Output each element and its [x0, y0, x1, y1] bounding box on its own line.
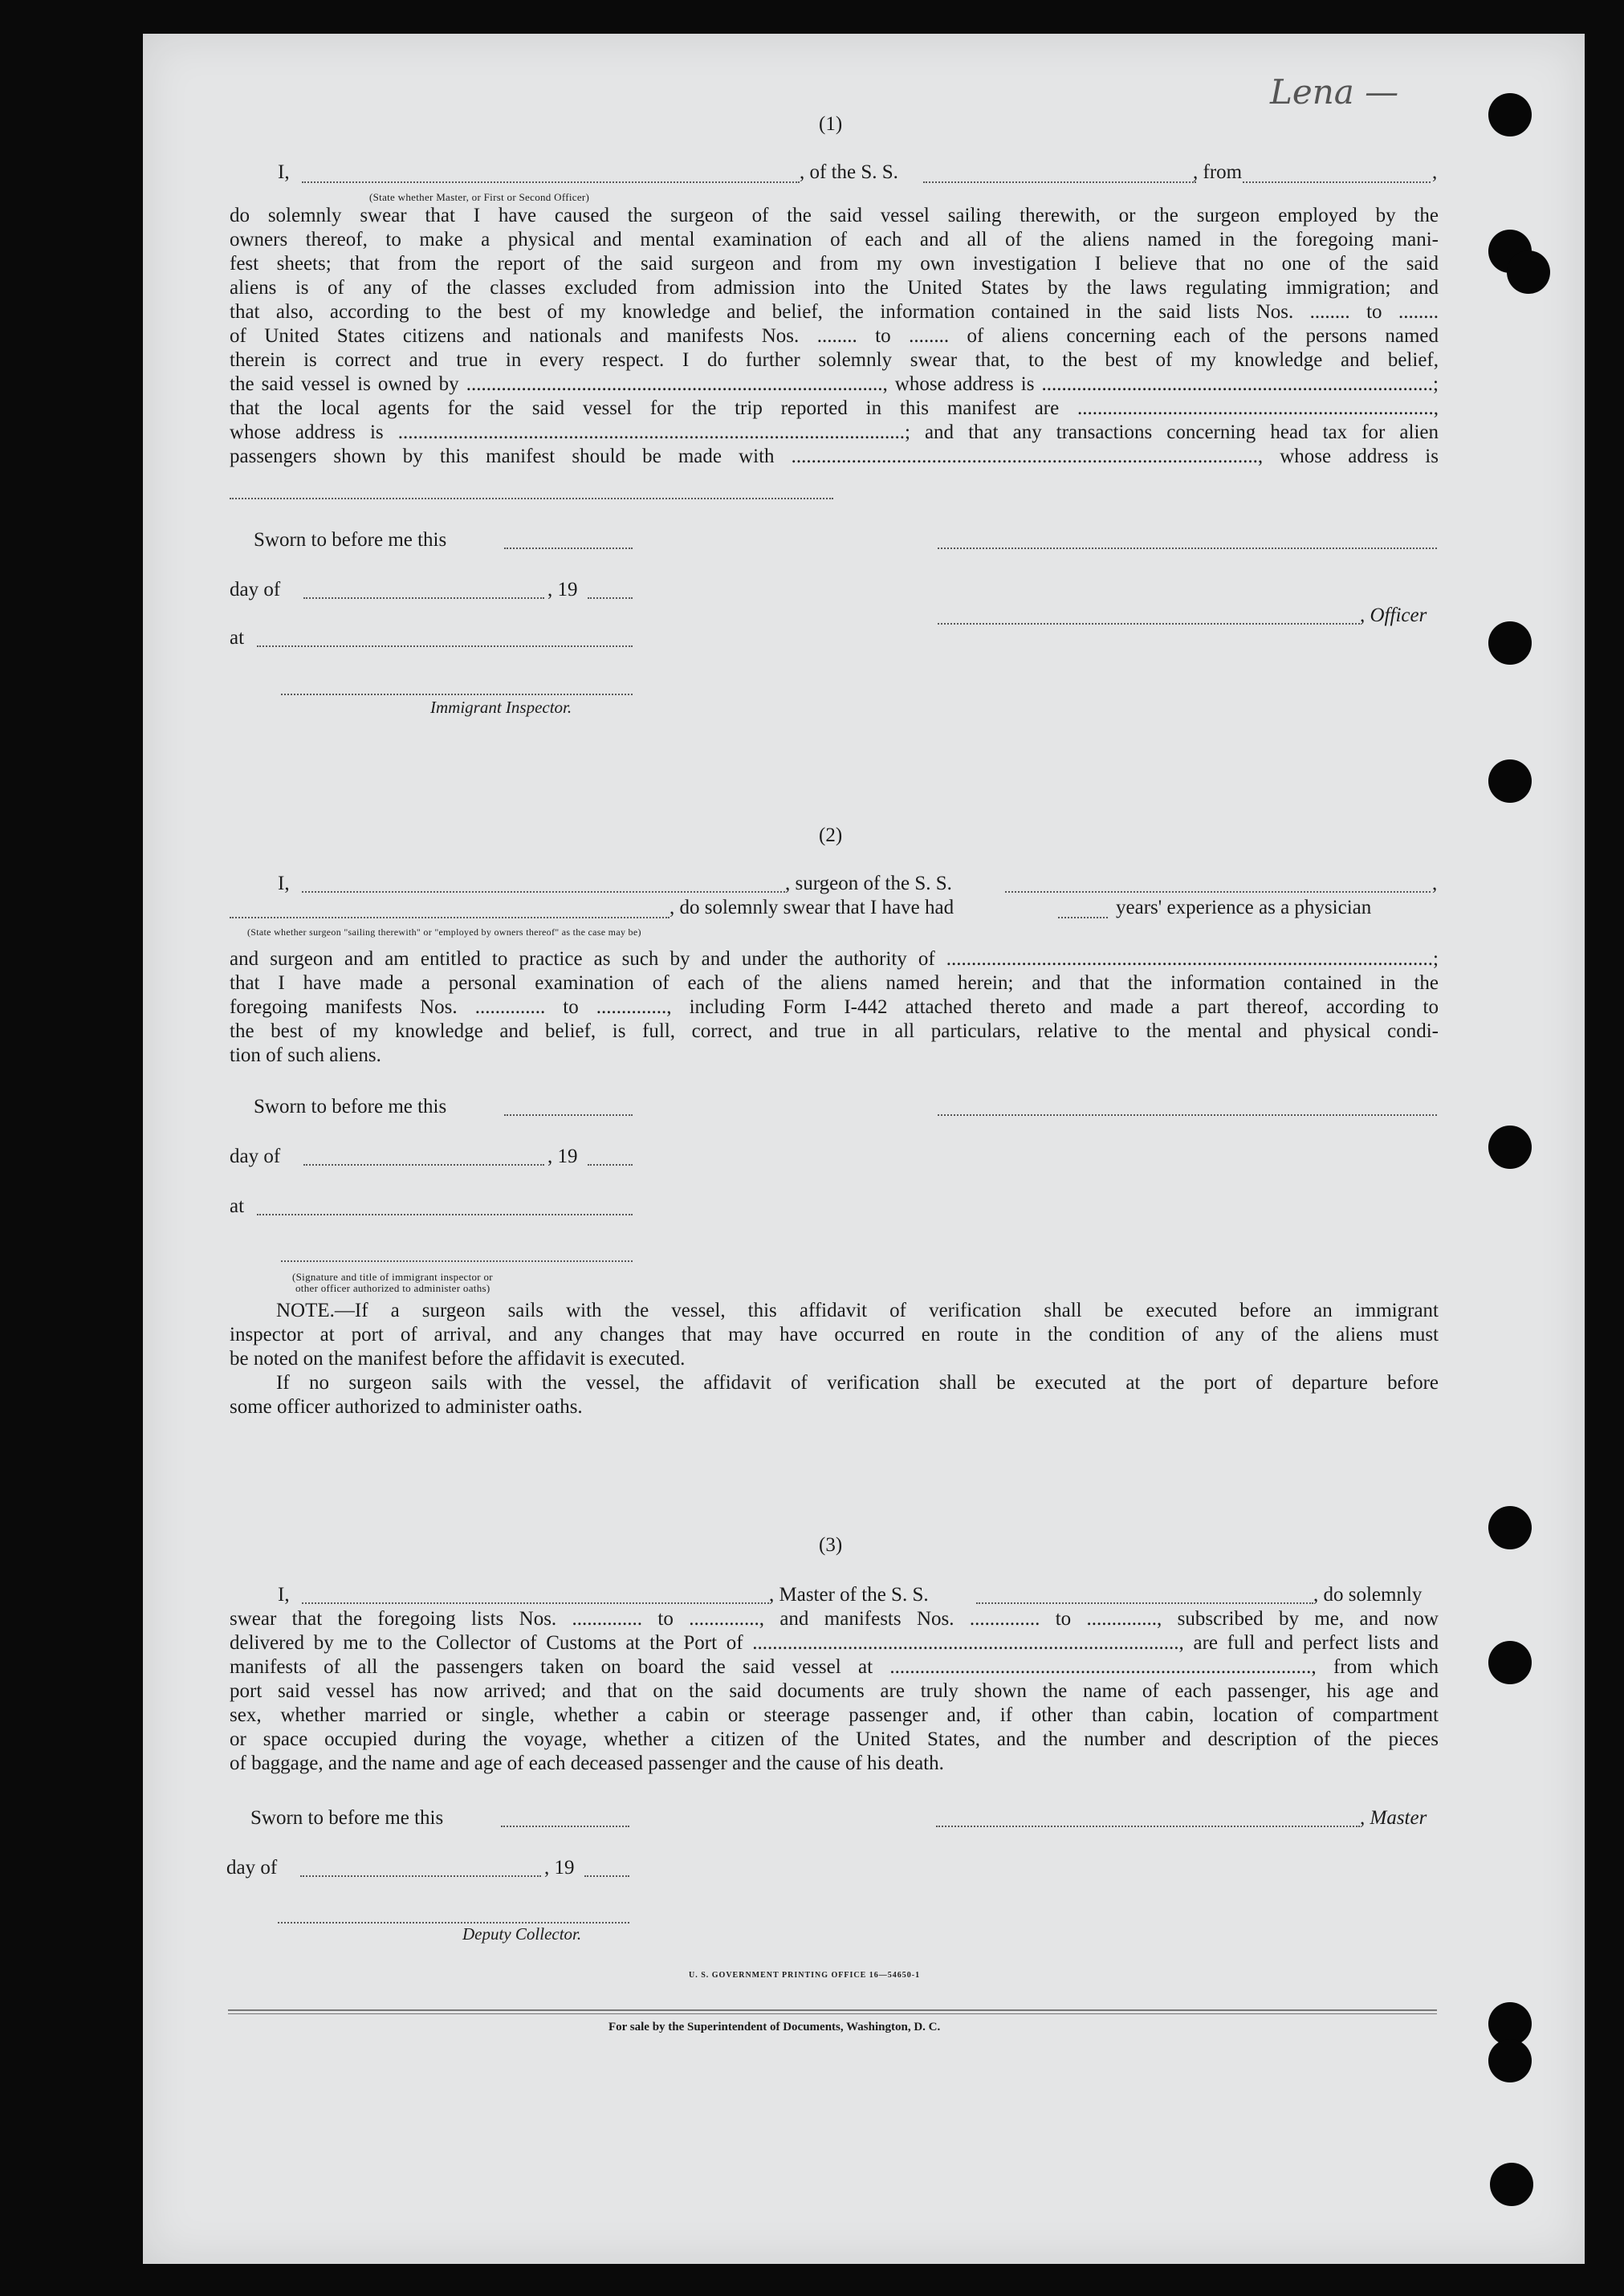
years-field[interactable] [1058, 917, 1108, 918]
vessel-name-field[interactable] [1005, 891, 1431, 893]
signature-caption: (Signature and title of immigrant inspector or [292, 1271, 493, 1283]
label-i: I, [278, 873, 290, 894]
oath-paragraph-3: swear that the foregoing lists Nos. .............. to .............., and manifests Nos. .............. to .............., subscribed by me, and now delivered by me to the Collector of Customs at the Port of ....................................................................................., are full and perfect lists and manifests of all the passengers taken on board the said vessel at ...................................................................................., from which port said vessel has now arrived; and that on the said documents are truly shown the name of each passenger, his age and sex, whether married or single, whether a cabin or steerage passenger and, if other than cabin, location of compartment or space occupied during the voyage, whether a citizen of the United States, and the number and description of the pieces of baggage, and the name and age of each deceased passenger and the cause of his death. [230, 1608, 1439, 1774]
label-of-ss: , of the S. S. [800, 161, 898, 183]
footer-rule [228, 2013, 1437, 2014]
surgeon-name-field[interactable] [302, 891, 785, 893]
agent-address-field[interactable] [230, 498, 833, 499]
year-field[interactable] [588, 1164, 633, 1166]
year-label: , 19 [547, 579, 578, 600]
officer-label: , Officer [1360, 605, 1427, 626]
punch-hole [1488, 1506, 1532, 1549]
sworn-label: Sworn to before me this [250, 1807, 444, 1829]
label-surgeon-ss: , surgeon of the S. S. [785, 873, 952, 894]
handwritten-note: Lena — [1270, 72, 1399, 112]
punch-hole [1488, 2039, 1532, 2082]
sale-notice: For sale by the Superintendent of Documents, Washington, D. C. [608, 2021, 941, 2033]
day-of-label: day of [226, 1857, 278, 1879]
year-field[interactable] [584, 1875, 629, 1877]
signature-line[interactable] [938, 1114, 1437, 1116]
year-field[interactable] [588, 597, 633, 599]
label-from: , from [1193, 161, 1243, 183]
sworn-label: Sworn to before me this [254, 1096, 447, 1117]
punch-hole [1490, 2163, 1533, 2206]
collector-label: Deputy Collector. [462, 1924, 582, 1944]
year-label: , 19 [544, 1857, 575, 1879]
day-of-label: day of [230, 579, 281, 600]
sworn-day-field[interactable] [504, 1114, 633, 1116]
signature-line[interactable] [938, 548, 1437, 549]
master-label: , Master [1360, 1807, 1427, 1829]
inspector-label: Immigrant Inspector. [430, 698, 572, 717]
month-field[interactable] [300, 1875, 541, 1877]
signature-caption: other officer authorized to administer oaths) [295, 1282, 490, 1294]
at-place-field[interactable] [257, 645, 633, 647]
oath-paragraph-2: and surgeon and am entitled to practice as such by and under the authority of .................................................................................................; that I have made a personal examination of each of the aliens named herein; and that the information contained in the foregoing manifests Nos. .............. to .............., including Form I-442 attached thereto and made a part thereof, according to the best of my knowledge and belief, is full, correct, and true in all particulars, relative to the mental and physical condi- tion of such aliens. [230, 948, 1439, 1066]
oath-paragraph-1: do solemnly swear that I have caused the surgeon of the said vessel sailing therewith, or the surgeon employed by the owners thereof, to make a physical and mental examination of each and all of the aliens named in the foregoing mani- fest sheets; that from the report of the said surgeon and from my own investigation I believe that no one of the said aliens is of any of the classes excluded from admission into the United States by the laws regulating immigration; and that also, according to the best of my knowledge and belief, the information contained in the said lists Nos. ........ to ........ of United States citizens and nationals and manifests Nos. ........ to ........ of aliens concerning each of the persons named therein is correct and true in every respect. I do further solemnly swear that, to the best of my knowledge and belief, the said vessel is owned by ..................................................................................., whose address is ..............................................................................; that the local agents for the said vessel for the trip reported in this manifest are ......................................................................., whose address is .....................................................................................................; and that any transactions concerning head tax for alien passengers shown by this manifest should be made with ............................................................................................., whose address is [230, 205, 1439, 467]
at-label: at [230, 627, 245, 649]
month-field[interactable] [303, 597, 544, 599]
surgeon-status-field[interactable] [230, 917, 670, 918]
year-label: , 19 [547, 1146, 578, 1167]
month-field[interactable] [303, 1164, 544, 1166]
at-place-field[interactable] [257, 1214, 633, 1215]
punch-hole [1488, 1641, 1532, 1684]
sworn-day-field[interactable] [501, 1826, 629, 1827]
punch-hole [1507, 250, 1550, 294]
label-i: I, [278, 161, 290, 183]
note-paragraph: NOTE.—If a surgeon sails with the vessel, this affidavit of verification shall be executed before an immigrant inspector at port of arrival, and any changes that may have occurred en route in the condition of any of the aliens must be noted on the manifest before the affidavit is executed. If no surgeon sails with the vessel, the affidavit of verification shall be executed at the port of departure before some officer authorized to administer oaths. [230, 1300, 1439, 1418]
day-of-label: day of [230, 1146, 281, 1167]
label-i: I, [278, 1584, 290, 1606]
sworn-day-field[interactable] [504, 548, 633, 549]
sworn-label: Sworn to before me this [254, 529, 447, 551]
officer-name-field[interactable] [302, 181, 800, 183]
from-port-field[interactable] [1243, 181, 1431, 183]
punch-hole [1488, 1126, 1532, 1169]
punch-hole [1488, 93, 1532, 136]
printing-office-line: U. S. GOVERNMENT PRINTING OFFICE 16—54650-1 [689, 1971, 921, 1980]
inspector-signature-line[interactable] [281, 1260, 633, 1262]
section-number: (3) [819, 1534, 843, 1556]
label-years: years' experience as a physician [1116, 897, 1372, 918]
officer-signature-line[interactable] [938, 623, 1360, 625]
vessel-name-field[interactable] [976, 1602, 1313, 1604]
punch-hole [1488, 621, 1532, 665]
master-name-field[interactable] [302, 1602, 769, 1604]
officer-caption: (State whether Master, or First or Second Officer) [369, 191, 590, 203]
master-signature-line[interactable] [936, 1826, 1360, 1827]
section-number: (2) [819, 824, 843, 846]
label-swear: , do solemnly swear that I have had [670, 897, 954, 918]
label-comma: , [1432, 873, 1438, 894]
label-master-ss: , Master of the S. S. [769, 1584, 929, 1606]
at-label: at [230, 1195, 245, 1217]
punch-hole [1488, 759, 1532, 803]
label-comma: , [1432, 161, 1438, 183]
footer-rule [228, 2009, 1437, 2011]
surgeon-caption: (State whether surgeon "sailing therewith" or "employed by owners thereof" as the case may be) [247, 926, 641, 938]
label-do-solemnly: , do solemnly [1313, 1584, 1423, 1606]
section-number: (1) [819, 113, 843, 135]
vessel-name-field[interactable] [923, 181, 1196, 183]
